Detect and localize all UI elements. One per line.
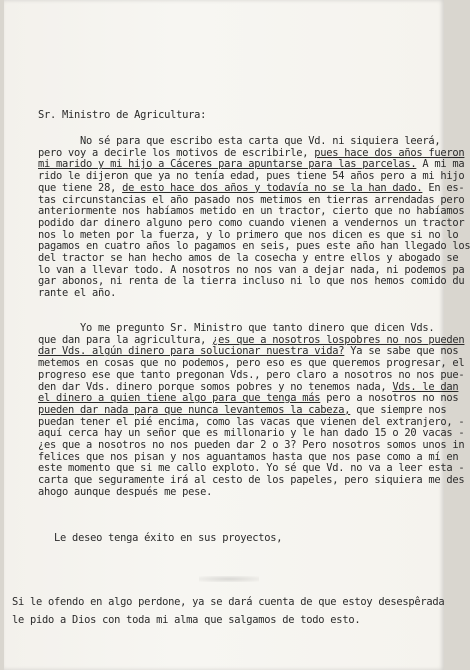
text-line bbox=[38, 451, 458, 463]
underlined-text: dar Vds. algún dinero para solucionar nuestra vida? bbox=[38, 345, 345, 358]
text-segment: Ya se sabe que nos bbox=[344, 345, 459, 358]
text-line bbox=[38, 158, 464, 170]
text-line bbox=[12, 614, 360, 626]
text-line bbox=[38, 240, 470, 252]
text-segment: En es- bbox=[422, 181, 465, 194]
text-segment: carta que seguramente irá al cesto de los papeles, pero siquiera me des bbox=[38, 474, 465, 487]
text-segment: rido le dijeron que ya no tenía edad, pues tiene 54 años pero a mi hijo bbox=[38, 170, 465, 183]
underlined-text: de esto hace dos años y todavía no se la han dado. bbox=[122, 181, 423, 194]
text-segment: pero a nosotros no nos bbox=[320, 392, 459, 405]
text-line bbox=[38, 334, 464, 346]
text-segment: aquí cerca hay un señor que es millonario y le han dado 15 o 20 vacas - bbox=[38, 427, 465, 440]
underlined-text: Vds. le dan bbox=[392, 380, 459, 393]
text-line bbox=[38, 345, 458, 357]
underlined-text: ¿es que a nosotros lospobres no nos pueden bbox=[212, 333, 465, 346]
text-segment: gar abonos, ni renta de la tierra incluso ni lo que nos hemos comido du bbox=[38, 275, 465, 288]
text-segment: del tractor se han hecho amos de la cosecha y entre ellos y abogado se bbox=[38, 252, 459, 264]
text-segment: pagamos en cuatro años lo pagamos en seis, pues este año han llegado los bbox=[38, 240, 470, 253]
text-line bbox=[38, 427, 464, 439]
text-segment: nos lo meten por la fuerza, y lo primero que nos dicen es que si no lo bbox=[38, 228, 459, 241]
text-segment: metemos en cosas que no podemos, pero eso es que queremos progresar, el bbox=[38, 357, 465, 370]
text-segment: tas circunstancias el año pasado nos metimos en tierras arrendadas pero bbox=[38, 193, 465, 206]
text-segment: A mi ma bbox=[416, 158, 465, 171]
text-line bbox=[38, 322, 434, 334]
text-line bbox=[38, 381, 458, 393]
text-line bbox=[38, 416, 464, 428]
text-segment: este momento que si me callo exploto. Yo sé que Vd. no va a leer esta - bbox=[38, 462, 465, 475]
salutation: Sr. Ministro de Agricultura: bbox=[38, 109, 207, 121]
text-segment: rante el año. bbox=[38, 287, 117, 300]
text-segment: puedan tener el pié encima, como las vacas que vienen del extranjero, - bbox=[38, 415, 465, 428]
text-line bbox=[38, 275, 464, 287]
text-line bbox=[38, 170, 464, 182]
text-segment: pero voy a decirle los motivos de escribirle, bbox=[38, 146, 315, 159]
text-line bbox=[38, 486, 212, 498]
text-segment: Yo me pregunto Sr. Ministro que tanto dinero que dicen Vds. bbox=[38, 322, 435, 334]
text-segment: Si le ofendo en algo perdone, ya se dará cuenta de que estoy desespêrada bbox=[12, 596, 445, 608]
text-line bbox=[38, 474, 464, 486]
text-line bbox=[38, 135, 440, 147]
text-segment: que siempre nos bbox=[350, 403, 447, 416]
underlined-text: pues hace dos años fueron bbox=[314, 146, 465, 159]
text-segment: anteriormente nos habíamos metido en un tractor, cierto que no habíamos bbox=[38, 205, 465, 218]
text-line bbox=[38, 252, 458, 264]
text-line bbox=[38, 147, 464, 159]
text-line bbox=[38, 229, 458, 241]
text-line bbox=[38, 357, 464, 369]
letter-page bbox=[4, 0, 470, 670]
text-segment: le pido a Dios con toda mi alma que salgamos de todo esto. bbox=[12, 614, 361, 626]
signature-smudge bbox=[199, 576, 259, 582]
text-line bbox=[38, 404, 446, 416]
text-segment: ahogo aunque después me pese. bbox=[38, 485, 213, 498]
text-segment: felices que nos pisan y nos aguantamos hasta que nos pase como a mí en bbox=[38, 450, 459, 463]
closing-line: Le deseo tenga éxito en sus proyectos, bbox=[12, 532, 283, 544]
text-line bbox=[38, 392, 458, 404]
text-line bbox=[38, 439, 464, 451]
text-segment: progreso ese que tanto pregonan Vds., pero claro a nosotros no nos pue- bbox=[38, 368, 465, 381]
underlined-text: mi marido y mi hijo a Cáceres para apuntarse para las parcelas. bbox=[38, 158, 417, 171]
text-line bbox=[38, 287, 116, 299]
text-segment: podido dar dinero alguno pero como cuando vienen a vendernos un tractor bbox=[38, 216, 465, 229]
text-line bbox=[38, 462, 464, 474]
text-line bbox=[38, 194, 464, 206]
text-segment: ¿es que a nosotros no nos pueden dar 2 o 3? Pero nosotros somos unos in bbox=[38, 439, 465, 451]
text-line bbox=[38, 217, 464, 229]
text-line bbox=[38, 182, 464, 194]
underlined-text: pueden dar nada para que nunca levantemos la cabeza, bbox=[38, 403, 351, 416]
text-segment: lo van a llevar todo. A nosotros no nos van a dejar nada, ni podemos pa bbox=[38, 263, 465, 276]
text-line bbox=[38, 369, 464, 381]
text-line bbox=[38, 205, 464, 217]
text-segment: No sé para que escribo esta carta que Vd. ni siquiera leerá, bbox=[38, 135, 441, 147]
underlined-text: el dinero a quien tiene algo para que tenga más bbox=[38, 392, 321, 405]
text-segment: que tiene 28, bbox=[38, 181, 123, 194]
text-segment: que dan para la agricultura, bbox=[38, 333, 213, 346]
text-line bbox=[12, 596, 444, 608]
text-line bbox=[38, 264, 464, 276]
text-segment: den dar Vds. dinero porque somos pobres y no tenemos nada, bbox=[38, 380, 393, 393]
